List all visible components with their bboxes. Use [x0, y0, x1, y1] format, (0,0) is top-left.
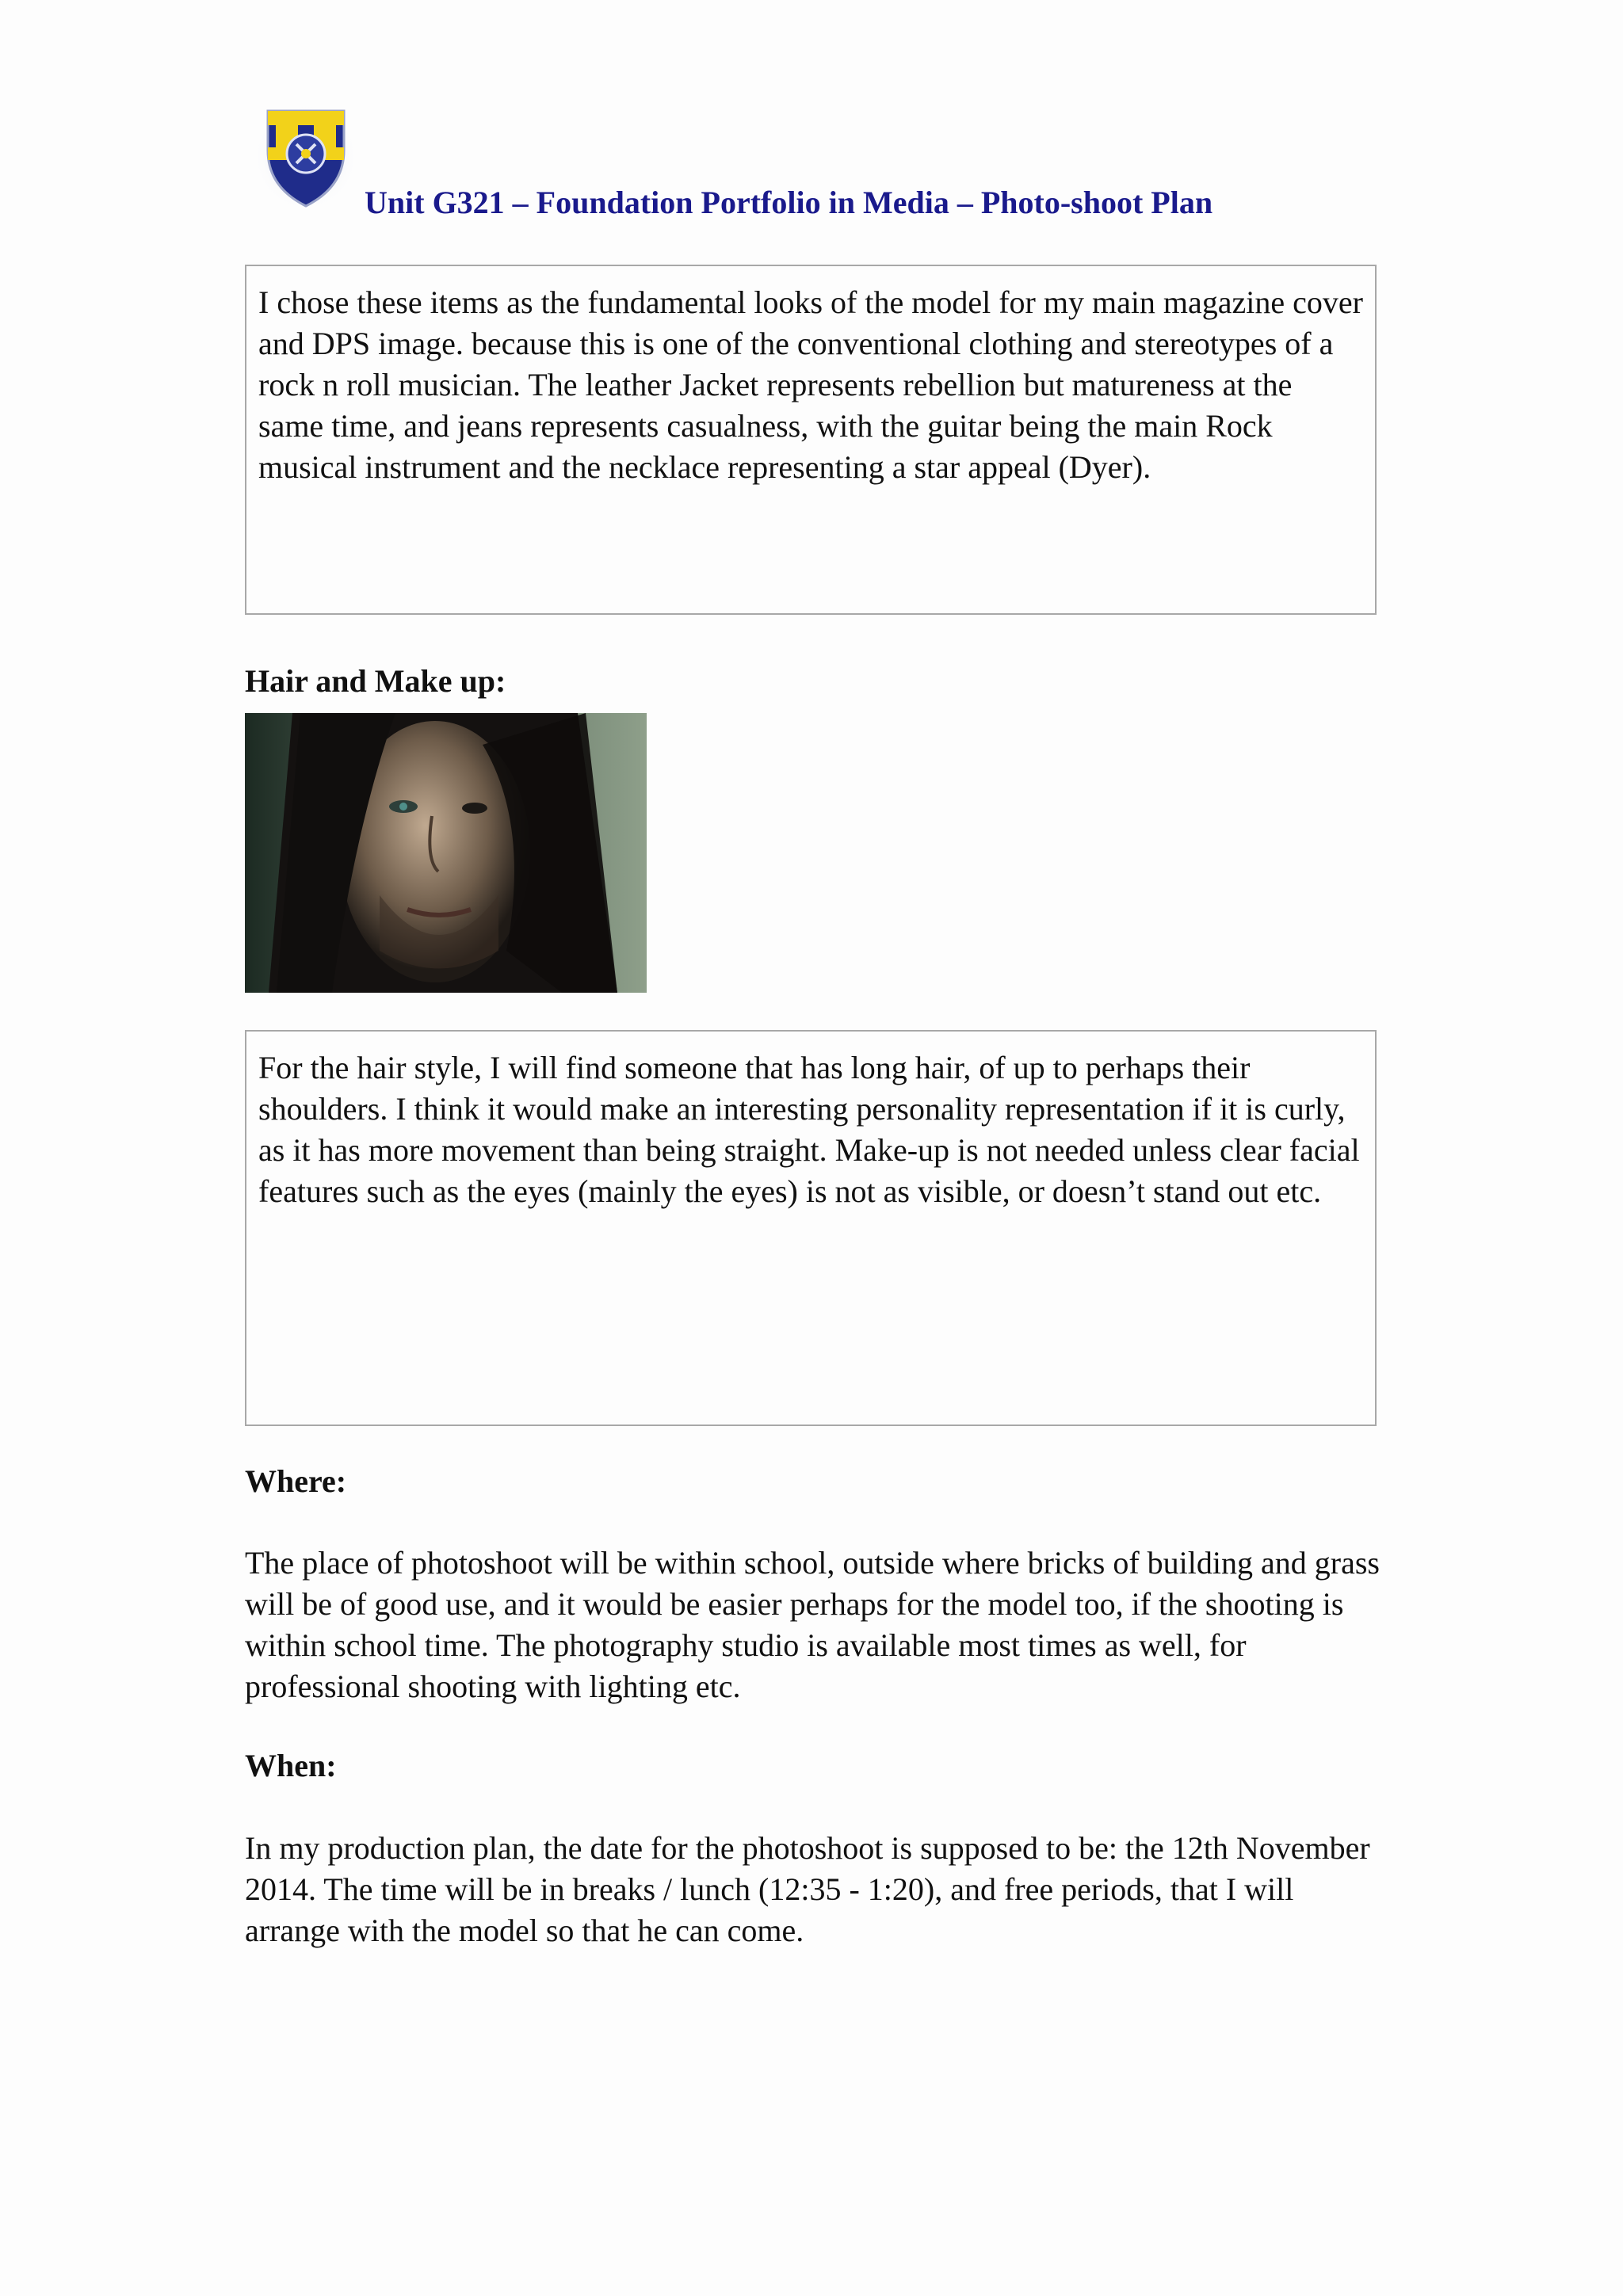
- hair-makeup-heading: Hair and Make up:: [245, 663, 506, 699]
- page-title: Unit G321 – Foundation Portfolio in Media – Photo-shoot Plan: [365, 185, 1213, 220]
- school-crest-icon: [252, 101, 360, 212]
- hair-makeup-text: For the hair style, I will find someone that has long hair, of up to perhaps their shoulders. I think it would make an interesting personality representation if it is curly, as it has more movement than being straight. Make-up is not needed unless clear facial features such as the eyes (mainly the eyes) is not as visible, or doesn’t stand out etc.: [258, 1050, 1360, 1209]
- hair-makeup-box: [245, 1030, 1377, 1426]
- looks-explanation-text: I chose these items as the fundamental looks of the model for my main magazine cover and DPS image. because this is one of the conventional clothing and stereotypes of a rock n roll musician. The leather Jacket represents rebellion but matureness at the same time, and jeans represents casualness, with the guitar being the main Rock musical instrument and the necklace representing a star appeal (Dyer).: [258, 284, 1364, 485]
- where-heading: Where:: [245, 1463, 347, 1499]
- when-heading: When:: [245, 1748, 337, 1783]
- looks-explanation-box: [245, 265, 1377, 615]
- when-text: In my production plan, the date for the photoshoot is supposed to be: the 12th November 2014. The time will be in breaks / lunch (12:35 - 1:20), and free periods, that I will arrange with the model so that he can come.: [245, 1830, 1370, 1948]
- where-text: The place of photoshoot will be within school, outside where bricks of building and grass will be of good use, and it would be easier perhaps for the model too, if the shooting is within school time. The photography studio is available most times as well, for professional shooting with lighting etc.: [245, 1545, 1380, 1704]
- hair-reference-photo: [245, 713, 647, 993]
